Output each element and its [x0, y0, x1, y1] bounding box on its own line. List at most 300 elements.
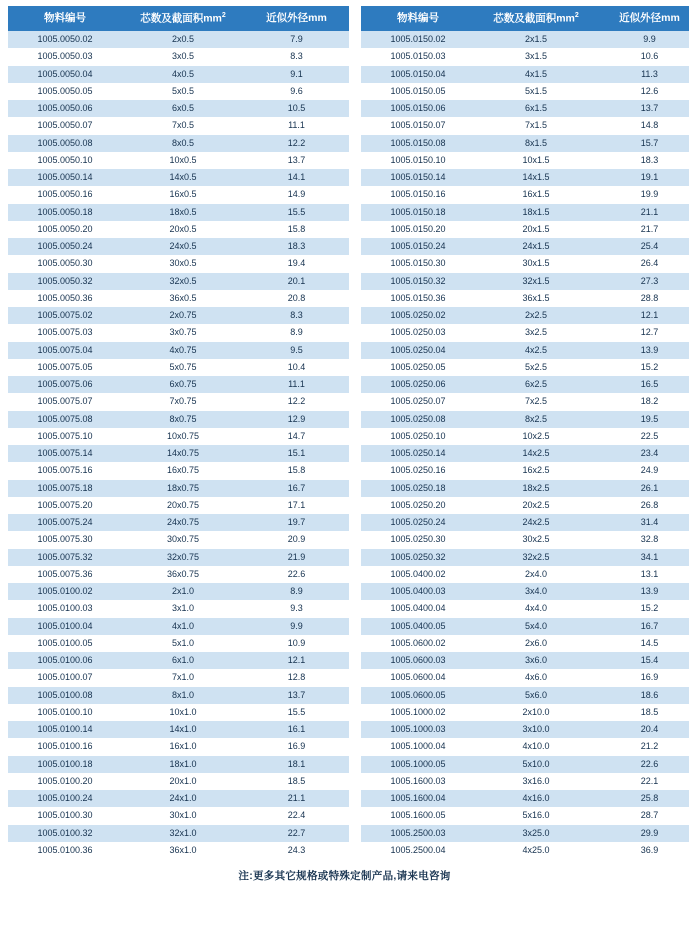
cell-material-code: 1005.2500.04 [361, 842, 475, 859]
cell-core-section: 30x1.5 [475, 255, 597, 272]
cell-core-section: 14x0.5 [122, 169, 244, 186]
cell-core-section: 6x1.0 [122, 652, 244, 669]
cell-outer-diameter: 12.2 [244, 393, 349, 410]
cell-outer-diameter: 13.7 [244, 687, 349, 704]
cell-material-code: 1005.0050.08 [8, 135, 122, 152]
cell-core-section: 4x4.0 [475, 600, 597, 617]
table-row [361, 445, 689, 462]
right-table-body [361, 31, 689, 859]
cell-outer-diameter: 16.7 [597, 618, 689, 635]
cell-material-code: 1005.0100.06 [8, 652, 122, 669]
cell-material-code: 1005.0150.16 [361, 186, 475, 203]
cell-material-code: 1005.0075.14 [8, 445, 122, 462]
table-row [361, 169, 689, 186]
cell-core-section: 3x1.0 [122, 600, 244, 617]
cell-outer-diameter: 19.9 [597, 186, 689, 203]
cell-outer-diameter: 18.2 [597, 393, 689, 410]
cell-core-section: 5x1.5 [475, 83, 597, 100]
cell-material-code: 1005.0600.02 [361, 635, 475, 652]
cell-core-section: 8x0.75 [122, 411, 244, 428]
cell-core-section: 5x2.5 [475, 359, 597, 376]
cell-material-code: 1005.1000.04 [361, 738, 475, 755]
table-row [8, 756, 349, 773]
cell-material-code: 1005.0075.03 [8, 324, 122, 341]
cell-core-section: 8x1.5 [475, 135, 597, 152]
cell-material-code: 1005.0075.24 [8, 514, 122, 531]
table-row [8, 204, 349, 221]
cell-material-code: 1005.0600.05 [361, 687, 475, 704]
cell-outer-diameter: 21.7 [597, 221, 689, 238]
cell-material-code: 1005.0150.36 [361, 290, 475, 307]
cell-material-code: 1005.0100.03 [8, 600, 122, 617]
cell-material-code: 1005.0075.20 [8, 497, 122, 514]
cell-material-code: 1005.0075.08 [8, 411, 122, 428]
cell-outer-diameter: 13.1 [597, 566, 689, 583]
table-row [8, 83, 349, 100]
cell-outer-diameter: 19.4 [244, 255, 349, 272]
table-row [8, 411, 349, 428]
cell-core-section: 24x1.0 [122, 790, 244, 807]
cell-core-section: 18x2.5 [475, 480, 597, 497]
table-row [8, 290, 349, 307]
cell-core-section: 20x1.0 [122, 773, 244, 790]
table-row [361, 497, 689, 514]
cell-core-section: 2x6.0 [475, 635, 597, 652]
cell-core-section: 2x10.0 [475, 704, 597, 721]
cell-core-section: 30x1.0 [122, 807, 244, 824]
cell-material-code: 1005.0250.02 [361, 307, 475, 324]
cell-material-code: 1005.0100.20 [8, 773, 122, 790]
table-row [361, 842, 689, 859]
cell-outer-diameter: 18.1 [244, 756, 349, 773]
table-row [8, 721, 349, 738]
cell-material-code: 1005.0150.02 [361, 31, 475, 48]
table-row [361, 31, 689, 48]
cell-core-section: 14x0.75 [122, 445, 244, 462]
cell-core-section: 7x2.5 [475, 393, 597, 410]
cell-core-section: 18x0.75 [122, 480, 244, 497]
cell-material-code: 1005.0100.18 [8, 756, 122, 773]
header-material-code: 物料编号 [361, 6, 475, 31]
cell-material-code: 1005.0050.06 [8, 100, 122, 117]
cell-core-section: 4x0.5 [122, 66, 244, 83]
table-row [361, 238, 689, 255]
tables-container [8, 6, 681, 859]
table-row [361, 600, 689, 617]
table-row [361, 704, 689, 721]
cell-core-section: 7x1.0 [122, 669, 244, 686]
table-row [8, 704, 349, 721]
table-row [361, 342, 689, 359]
cell-outer-diameter: 20.1 [244, 273, 349, 290]
table-row [8, 531, 349, 548]
cell-material-code: 1005.0250.32 [361, 549, 475, 566]
cell-outer-diameter: 9.9 [597, 31, 689, 48]
table-row [8, 635, 349, 652]
cell-core-section: 18x1.0 [122, 756, 244, 773]
cell-material-code: 1005.0400.05 [361, 618, 475, 635]
cell-material-code: 1005.1000.05 [361, 756, 475, 773]
cell-outer-diameter: 9.6 [244, 83, 349, 100]
table-row [361, 411, 689, 428]
cell-outer-diameter: 36.9 [597, 842, 689, 859]
cell-core-section: 3x0.75 [122, 324, 244, 341]
cell-outer-diameter: 16.9 [597, 669, 689, 686]
cell-core-section: 5x1.0 [122, 635, 244, 652]
table-row [8, 687, 349, 704]
cell-material-code: 1005.0050.16 [8, 186, 122, 203]
cell-core-section: 20x0.5 [122, 221, 244, 238]
cell-material-code: 1005.0400.04 [361, 600, 475, 617]
cell-core-section: 2x4.0 [475, 566, 597, 583]
cell-core-section: 3x2.5 [475, 324, 597, 341]
cell-core-section: 30x0.75 [122, 531, 244, 548]
cell-outer-diameter: 15.2 [597, 359, 689, 376]
cell-material-code: 1005.0075.05 [8, 359, 122, 376]
cell-material-code: 1005.0150.03 [361, 48, 475, 65]
cell-outer-diameter: 9.3 [244, 600, 349, 617]
cell-outer-diameter: 21.1 [597, 204, 689, 221]
cell-outer-diameter: 12.2 [244, 135, 349, 152]
table-row [361, 307, 689, 324]
cell-outer-diameter: 15.8 [244, 221, 349, 238]
cell-core-section: 10x1.0 [122, 704, 244, 721]
table-row [8, 566, 349, 583]
cell-outer-diameter: 22.7 [244, 825, 349, 842]
table-row [361, 687, 689, 704]
cell-core-section: 16x0.5 [122, 186, 244, 203]
cell-core-section: 3x4.0 [475, 583, 597, 600]
table-row [8, 255, 349, 272]
cell-material-code: 1005.0050.02 [8, 31, 122, 48]
cell-core-section: 3x25.0 [475, 825, 597, 842]
cell-material-code: 1005.0600.03 [361, 652, 475, 669]
table-row [361, 738, 689, 755]
cell-outer-diameter: 32.8 [597, 531, 689, 548]
cell-outer-diameter: 26.1 [597, 480, 689, 497]
cell-material-code: 1005.0100.30 [8, 807, 122, 824]
table-row [8, 825, 349, 842]
header-core-section-label: 芯数及截面积mm [493, 12, 575, 25]
cell-core-section: 10x1.5 [475, 152, 597, 169]
cell-outer-diameter: 16.7 [244, 480, 349, 497]
cell-material-code: 1005.0250.08 [361, 411, 475, 428]
cell-core-section: 6x1.5 [475, 100, 597, 117]
cell-material-code: 1005.0400.02 [361, 566, 475, 583]
cell-outer-diameter: 9.1 [244, 66, 349, 83]
cell-core-section: 3x6.0 [475, 652, 597, 669]
cell-core-section: 2x1.5 [475, 31, 597, 48]
cell-outer-diameter: 8.3 [244, 307, 349, 324]
cell-material-code: 1005.0250.18 [361, 480, 475, 497]
table-row [8, 342, 349, 359]
cell-material-code: 1005.2500.03 [361, 825, 475, 842]
table-row [8, 376, 349, 393]
cell-core-section: 10x0.75 [122, 428, 244, 445]
cell-core-section: 16x2.5 [475, 462, 597, 479]
header-material-code: 物料编号 [8, 6, 122, 31]
table-row [361, 255, 689, 272]
cell-material-code: 1005.0050.10 [8, 152, 122, 169]
cell-material-code: 1005.0150.07 [361, 117, 475, 134]
table-row [8, 738, 349, 755]
cell-material-code: 1005.0075.07 [8, 393, 122, 410]
cell-core-section: 2x1.0 [122, 583, 244, 600]
table-row [8, 480, 349, 497]
cell-material-code: 1005.0100.10 [8, 704, 122, 721]
cell-core-section: 36x1.0 [122, 842, 244, 859]
table-row [361, 359, 689, 376]
cell-outer-diameter: 13.9 [597, 583, 689, 600]
cell-outer-diameter: 19.7 [244, 514, 349, 531]
cell-material-code: 1005.0150.14 [361, 169, 475, 186]
cell-material-code: 1005.0100.16 [8, 738, 122, 755]
table-row [8, 652, 349, 669]
cell-core-section: 18x1.5 [475, 204, 597, 221]
cell-material-code: 1005.0250.30 [361, 531, 475, 548]
cell-outer-diameter: 15.4 [597, 652, 689, 669]
cell-outer-diameter: 19.5 [597, 411, 689, 428]
table-row [8, 773, 349, 790]
table-row [361, 635, 689, 652]
cell-outer-diameter: 26.8 [597, 497, 689, 514]
cell-outer-diameter: 8.3 [244, 48, 349, 65]
cell-core-section: 36x0.5 [122, 290, 244, 307]
cell-core-section: 16x1.0 [122, 738, 244, 755]
cell-outer-diameter: 24.9 [597, 462, 689, 479]
cell-core-section: 4x2.5 [475, 342, 597, 359]
cell-core-section: 4x25.0 [475, 842, 597, 859]
table-row [361, 669, 689, 686]
cell-material-code: 1005.0100.05 [8, 635, 122, 652]
table-row [8, 273, 349, 290]
cell-core-section: 7x1.5 [475, 117, 597, 134]
cell-core-section: 24x0.5 [122, 238, 244, 255]
table-row [361, 48, 689, 65]
cell-core-section: 14x2.5 [475, 445, 597, 462]
cell-material-code: 1005.0150.24 [361, 238, 475, 255]
cell-material-code: 1005.0250.03 [361, 324, 475, 341]
cell-outer-diameter: 28.8 [597, 290, 689, 307]
cell-material-code: 1005.0150.30 [361, 255, 475, 272]
cell-core-section: 24x0.75 [122, 514, 244, 531]
table-row [361, 825, 689, 842]
header-outer-diameter: 近似外径mm [597, 6, 689, 31]
cell-core-section: 24x1.5 [475, 238, 597, 255]
table-row [8, 445, 349, 462]
table-row [8, 359, 349, 376]
right-header-row [361, 6, 689, 31]
cell-outer-diameter: 14.7 [244, 428, 349, 445]
cell-material-code: 1005.0050.24 [8, 238, 122, 255]
table-row [361, 100, 689, 117]
cell-outer-diameter: 14.8 [597, 117, 689, 134]
cell-outer-diameter: 15.5 [244, 704, 349, 721]
table-row [361, 531, 689, 548]
cell-core-section: 2x0.5 [122, 31, 244, 48]
cell-core-section: 14x1.0 [122, 721, 244, 738]
cell-outer-diameter: 15.8 [244, 462, 349, 479]
cell-outer-diameter: 11.1 [244, 376, 349, 393]
left-spec-table [8, 6, 349, 859]
cell-core-section: 32x1.5 [475, 273, 597, 290]
cell-outer-diameter: 21.2 [597, 738, 689, 755]
cell-core-section: 5x10.0 [475, 756, 597, 773]
table-row [361, 273, 689, 290]
cell-outer-diameter: 12.1 [244, 652, 349, 669]
cell-core-section: 10x2.5 [475, 428, 597, 445]
cell-material-code: 1005.0050.36 [8, 290, 122, 307]
cell-core-section: 36x1.5 [475, 290, 597, 307]
cell-outer-diameter: 25.4 [597, 238, 689, 255]
cell-core-section: 4x1.0 [122, 618, 244, 635]
cell-core-section: 20x0.75 [122, 497, 244, 514]
cell-core-section: 18x0.5 [122, 204, 244, 221]
table-row [8, 100, 349, 117]
table-row [8, 117, 349, 134]
header-core-section-sup: 2 [221, 12, 226, 19]
cell-outer-diameter: 16.9 [244, 738, 349, 755]
cell-core-section: 4x1.5 [475, 66, 597, 83]
cell-outer-diameter: 12.8 [244, 669, 349, 686]
table-row [361, 117, 689, 134]
cell-material-code: 1005.0150.08 [361, 135, 475, 152]
cell-material-code: 1005.0100.14 [8, 721, 122, 738]
cell-core-section: 8x2.5 [475, 411, 597, 428]
cell-core-section: 4x0.75 [122, 342, 244, 359]
table-row [8, 842, 349, 859]
cell-core-section: 36x0.75 [122, 566, 244, 583]
cell-core-section: 16x0.75 [122, 462, 244, 479]
table-row [361, 290, 689, 307]
table-row [8, 169, 349, 186]
table-row [8, 31, 349, 48]
left-table-body [8, 31, 349, 859]
cell-material-code: 1005.0100.04 [8, 618, 122, 635]
cell-outer-diameter: 20.9 [244, 531, 349, 548]
cell-core-section: 6x0.75 [122, 376, 244, 393]
table-row [361, 721, 689, 738]
cell-material-code: 1005.0250.06 [361, 376, 475, 393]
table-row [8, 324, 349, 341]
cell-core-section: 7x0.75 [122, 393, 244, 410]
cell-core-section: 4x10.0 [475, 738, 597, 755]
cell-outer-diameter: 22.6 [597, 756, 689, 773]
table-row [361, 756, 689, 773]
table-row [8, 462, 349, 479]
footnote: 注:更多其它规格或特殊定制产品,请来电咨询 [238, 870, 451, 883]
cell-core-section: 6x0.5 [122, 100, 244, 117]
table-row [361, 204, 689, 221]
cell-outer-diameter: 16.1 [244, 721, 349, 738]
cell-material-code: 1005.0150.05 [361, 83, 475, 100]
cell-outer-diameter: 29.9 [597, 825, 689, 842]
table-row [361, 790, 689, 807]
table-row [361, 462, 689, 479]
table-row [8, 600, 349, 617]
cell-outer-diameter: 28.7 [597, 807, 689, 824]
table-row [8, 618, 349, 635]
cell-outer-diameter: 15.5 [244, 204, 349, 221]
table-row [8, 48, 349, 65]
table-row [8, 583, 349, 600]
cell-core-section: 3x16.0 [475, 773, 597, 790]
cell-outer-diameter: 27.3 [597, 273, 689, 290]
cell-material-code: 1005.0050.04 [8, 66, 122, 83]
cell-outer-diameter: 14.1 [244, 169, 349, 186]
table-row [361, 152, 689, 169]
cell-material-code: 1005.0075.02 [8, 307, 122, 324]
cell-outer-diameter: 11.3 [597, 66, 689, 83]
table-row [361, 376, 689, 393]
cell-material-code: 1005.0400.03 [361, 583, 475, 600]
cell-outer-diameter: 9.9 [244, 618, 349, 635]
cell-material-code: 1005.0150.04 [361, 66, 475, 83]
cell-material-code: 1005.0050.14 [8, 169, 122, 186]
table-row [361, 566, 689, 583]
table-row [361, 83, 689, 100]
cell-material-code: 1005.0100.32 [8, 825, 122, 842]
cell-outer-diameter: 12.1 [597, 307, 689, 324]
cell-outer-diameter: 31.4 [597, 514, 689, 531]
table-row [361, 480, 689, 497]
cell-material-code: 1005.0250.14 [361, 445, 475, 462]
table-row [361, 186, 689, 203]
cell-outer-diameter: 17.1 [244, 497, 349, 514]
table-row [8, 514, 349, 531]
table-row [8, 549, 349, 566]
cell-material-code: 1005.0250.16 [361, 462, 475, 479]
table-row [8, 152, 349, 169]
cell-material-code: 1005.1000.02 [361, 704, 475, 721]
table-row [361, 221, 689, 238]
cell-material-code: 1005.0150.10 [361, 152, 475, 169]
cell-outer-diameter: 10.9 [244, 635, 349, 652]
cell-outer-diameter: 22.4 [244, 807, 349, 824]
table-row [8, 428, 349, 445]
table-row [8, 393, 349, 410]
header-core-section-sup: 2 [574, 12, 579, 19]
cell-outer-diameter: 8.9 [244, 583, 349, 600]
cell-core-section: 32x0.5 [122, 273, 244, 290]
cell-core-section: 32x1.0 [122, 825, 244, 842]
cell-material-code: 1005.0150.06 [361, 100, 475, 117]
cell-core-section: 14x1.5 [475, 169, 597, 186]
cell-outer-diameter: 7.9 [244, 31, 349, 48]
cell-core-section: 3x0.5 [122, 48, 244, 65]
cell-outer-diameter: 10.4 [244, 359, 349, 376]
table-row [361, 135, 689, 152]
left-header-row [8, 6, 349, 31]
cell-core-section: 8x0.5 [122, 135, 244, 152]
cell-material-code: 1005.0075.18 [8, 480, 122, 497]
cell-material-code: 1005.0050.03 [8, 48, 122, 65]
cell-core-section: 3x1.5 [475, 48, 597, 65]
table-row [361, 652, 689, 669]
cell-core-section: 8x1.0 [122, 687, 244, 704]
table-row [361, 773, 689, 790]
cell-outer-diameter: 10.5 [244, 100, 349, 117]
cell-outer-diameter: 24.3 [244, 842, 349, 859]
table-row [8, 807, 349, 824]
cell-outer-diameter: 13.7 [244, 152, 349, 169]
cell-core-section: 5x0.5 [122, 83, 244, 100]
table-row [8, 307, 349, 324]
cell-core-section: 20x2.5 [475, 497, 597, 514]
header-outer-diameter: 近似外径mm [244, 6, 349, 31]
table-row [8, 66, 349, 83]
cell-outer-diameter: 18.5 [597, 704, 689, 721]
